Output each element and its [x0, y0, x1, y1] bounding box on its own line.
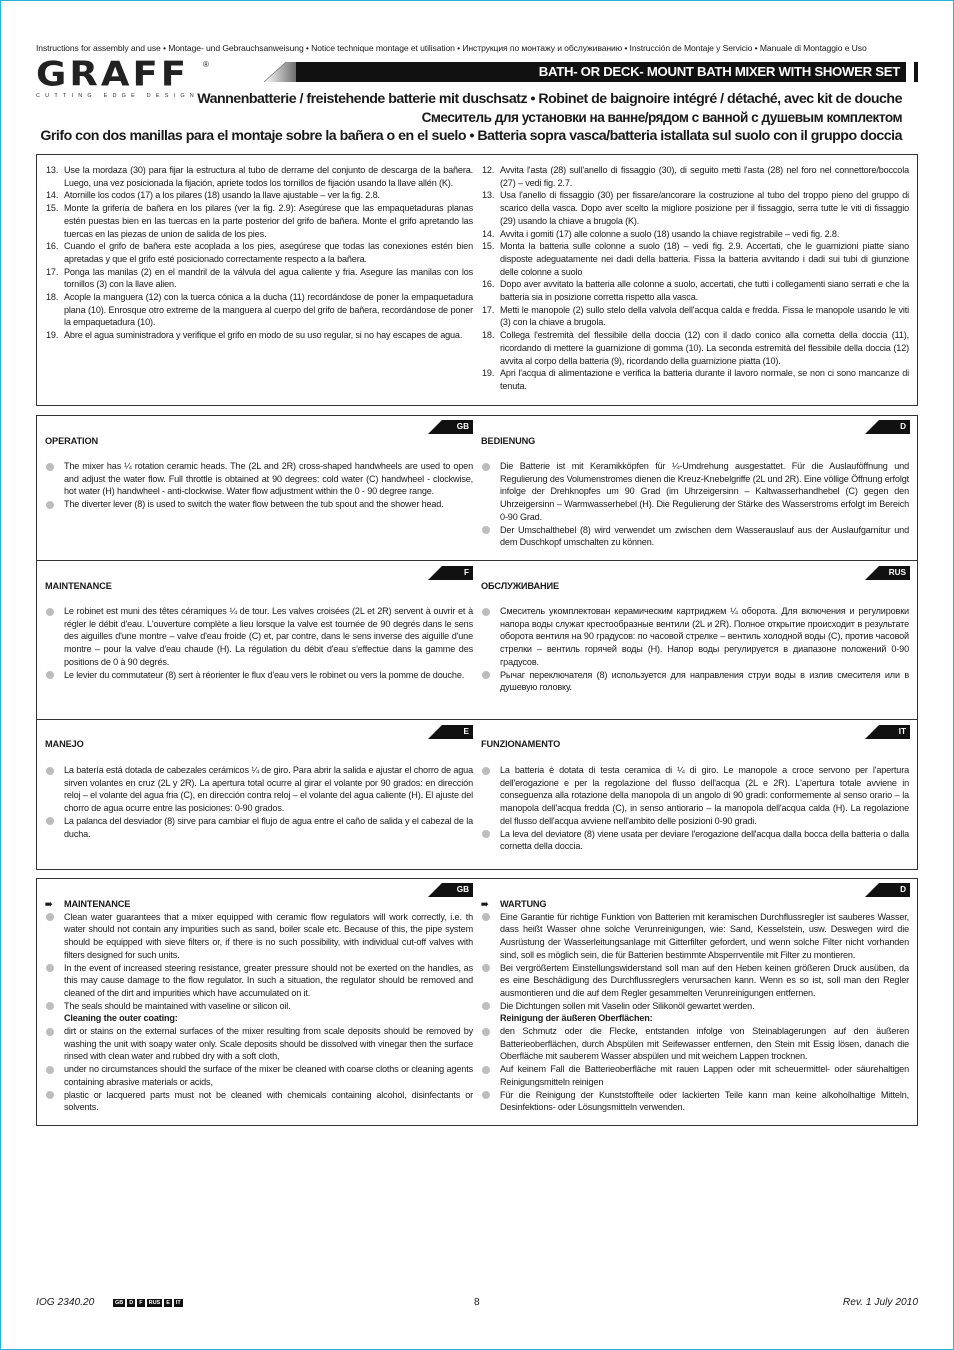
section-heading: MANEJO	[45, 739, 84, 749]
bullet-item: Le levier du commutateur (8) sert à réorienter le flux d'eau vers le robinet ou vers la pomme de douche.	[45, 669, 473, 682]
document-title: BATH- OR DECK- MOUNT BATH MIXER WITH SHOWER SET	[296, 62, 906, 82]
revision-date: Rev. 1 July 2010	[842, 1297, 918, 1308]
operation-it-list	[481, 764, 909, 853]
lang-tag-rus: RUS	[148, 1300, 161, 1306]
bullet-item: Le robinet est muni des têtes céramiques ¼ de tour. Les valves croisées (2L et 2R) servent à ouvrir et à régler le débit d'eau. L'ouverture complète a lieu lorsque la valve est tournée de 90 degrés dans le sens des aiguilles d'une montre – valve d'eau froide (C) et, par contre, dans le sens inverse des aiguille d'une montre – pour la valve d'eau chaude (H). La régulation du débit d'eau s'effectue dans la gamme des positions de 0 à 90 degrés.	[45, 605, 473, 669]
section-heading: FUNZIONAMENTO	[481, 739, 561, 749]
bullet-item: Auf keinem Fall die Batterieoberfläche mit rauen Lappen oder mit scheuermittel- oder säurehaltigen Reinigungsmitteln reinigen	[481, 1063, 909, 1088]
subtitle-ru: Смеситель для установки на ванне/рядом с ванной с душевым комплектом	[421, 110, 902, 125]
bullet-item: Eine Garantie für richtige Funktion von Batterien mit keramischen Durchflussregler ist sauberes Wasser, dass heißt Wasser ohne solche Verunreinigungen, wie: Sand, Kesselstein, usw. Deswegen wird die Ausrüstung der Wasserleitungsanlage mit Gitterfilter gefordert, und wenn solche Filter nicht vorhanden sind, soll es möglich sein, die für Batterien bestimmte Absperrventile mit Filter zu montieren.	[481, 911, 909, 962]
logo-tagline: CUTTING EDGE DESIGN	[36, 93, 199, 99]
step-item: 16. Dopo aver avvitato la batteria alle colonne a suolo, accertati, che tutti i collegamenti siano serrati e che la batteria sia in posizione corretta rispetto alla vasca.	[482, 279, 909, 303]
step-item: 12. Avvita l'asta (28) sull'anello di fissaggio (30), di seguito metti l'asta (28) nel foro nel connettore/boccola (27) – vedi fig. 2.7.	[482, 165, 909, 188]
lang-tag-f: F	[428, 566, 473, 580]
bullet-item: Clean water guarantees that a mixer equipped with ceramic flow regulators will work correctly, i.e. th water should not contain any impurities such as sand, boiler scale etc. Because of this, the pipe system should be equipped with sieve filters or, if there is no such possibility, with individual cut-off valves with filters designed for such units.	[45, 911, 473, 962]
logo-text: GRAFF	[36, 54, 190, 94]
operation-box	[36, 415, 918, 870]
lang-tag-gb: GB	[428, 883, 473, 897]
bullet-item: under no circumstances should the surface of the mixer be cleaned with coarse cloths or cleaning agents containing abrasive materials or acids,	[45, 1063, 473, 1088]
step-item: 17. Ponga las manilas (2) en el mandril de la válvula del agua caliente y fria. Asegure las manilas con los tornillos (3) con la llave alien.	[46, 266, 473, 290]
lang-tag-gb: GB	[115, 1300, 124, 1306]
steps-column-es	[37, 164, 473, 342]
subheading: Reinigung der äußeren Oberflächen:	[500, 1013, 653, 1024]
subheading: Cleaning the outer coating:	[64, 1013, 178, 1024]
care-box	[36, 878, 918, 1126]
step-item: 16. Cuando el grifo de bañera este acoplada a los pies, asegúrese que todas las conexiones estén bien apretadas y que el grifo esté posicionado correctamente respecto a la bañera.	[46, 241, 473, 264]
graff-logo	[36, 54, 211, 101]
operation-e-list	[45, 764, 473, 840]
lang-tag-e: E	[166, 1300, 170, 1306]
step-item: 15. Monte la grifería de bañera en los pilares (ver la fig. 2.9): Asegúrese que las empaquetaduras planas estén puestas bien en las tuercas en la parte posterior del grifo de bañera. Monte el grifo apretando las tuercas en las piezas de union de salida de los pies.	[46, 203, 473, 239]
step-item: 15. Monta la batteria sulle colonne a suolo (18) – vedi fig. 2.9. Accertati, che le guarnizioni piatte siano disposte adeguatamente nei dadi della batteria. Fissa la batteria avvitando i dadi sui tubi di giunzione delle colonne a suolo	[482, 241, 909, 277]
section-divider	[37, 560, 917, 561]
lang-tag-it: IT	[865, 725, 910, 739]
lang-tag-gb: GB	[428, 420, 473, 434]
subtitle-es-it: Grifo con dos manillas para el montaje sobre la bañera o en el suelo • Batteria sopra vasca/batteria istallata sul suolo con il gruppo doccia	[40, 128, 902, 144]
step-item: 14. Atornille los codos (17) a los pilares (18) usando la llave ajustable – ver la fig. 2.8.	[46, 190, 380, 201]
section-heading: BEDIENUNG	[481, 436, 536, 446]
section-heading: ОБСЛУЖИВАНИЕ	[481, 581, 560, 591]
bullet-item: Смеситель укомплектован керамическим картриджем ¼ оборота. Для включения и регулировки напора воды служат крестообразные вентили (2L и 2R). Полное открытие происходит в результате оборота вентиля на 90 градусов: по часовой стрелке – вентиль холодной воды (С), против часовой стрелки – вентиль горячей воды (Н). Напор воды регулируется в диапазоне положений 0-90 градусов.	[481, 605, 909, 669]
bullet-item: La leva del deviatore (8) viene usata per deviare l'erogazione dell'acqua dalla bocca della batteria o dalla cornetta della doccia.	[481, 828, 909, 853]
bullet-item: The mixer has ¼ rotation ceramic heads. The (2L and 2R) cross-shaped handwheels are used to open and adjust the water flow. Full throttle is obtained at 90 degrees: cold water (C) handwheel - clockwise, hot water (H) handwheel - anti-clockwise. Water flow adjustment within the 0 - 90 degree range.	[45, 460, 473, 498]
footer-lang-tags	[113, 1299, 183, 1307]
assembly-steps-box	[36, 154, 918, 406]
lang-tag-f: F	[139, 1300, 143, 1306]
step-item: 13. Use la mordaza (30) para fijar la estructura al tubo de derrame del conjunto de descarga de la bañera. Luego, una vez posicionada la fijación, apriete todos los tornillos de fijación usando la llave allén (K).	[46, 165, 473, 188]
step-item: 14. Avvita i gomiti (17) alle colonne a suolo (18) usando la chiave registrabile – vedi fig. 2.8.	[482, 228, 840, 239]
bullet-item: La batería está dotada de cabezales cerámicos ¼ de giro. Para abrir la salida e ajustar el chorro de agua sirven volantes en cruz (2L y 2R). La apertura total ocurre al girar el volante por 90 grados: en dirección reloj – el volante del agua fria (C), en dirección contra reloj – el volante del agua caliente (H). El ajuste del chorro de agua ocurre entre las posiciones: 0-90 grados.	[45, 764, 473, 815]
operation-rus-list	[481, 605, 909, 694]
section-heading: MAINTENANCE	[45, 581, 112, 591]
logo-registered-mark: ®	[203, 60, 209, 69]
bullet-item: Die Dichtungen sollen mit Vaselin oder Silikonöl gewartet werden.	[481, 1000, 909, 1013]
bullet-item: Der Umschalthebel (8) wird verwendet um zwischen dem Wasserauslauf aus der Auslaufgarnitur und dem Duschkopf umschalten zu können.	[481, 524, 909, 549]
arrow-icon: ➠	[45, 899, 53, 909]
doc-code: IOG 2340.20	[36, 1297, 95, 1308]
title-bar	[256, 62, 906, 82]
lang-tag-d: D	[865, 883, 910, 897]
bullet-item: Die Batterie ist mit Keramikköpfen für ¼-Umdrehung ausgestattet. Für die Auslauföffnung und Regulierung des Volumenstromes dienen die Kreuz-Knebelgriffe (2L und 2R). Eine völlige Öffnung erfolgt infolge der Drehknopfes um 90 Grad (im Uhrzeigersinn – Kaltwasserhandhebel (C) gegen den Uhrzeigersinn – Warmwasserhebel (H). Die Regulierung der Stärke des Wasserstroms erfolgt im Bereich 0-90 Grad.	[481, 460, 909, 524]
lang-tag-d: D	[129, 1300, 134, 1306]
step-item: 18. Collega l'estremità del flessibile della doccia (12) con il dado conico alla cornetta della doccia (11), ricordando di mettere la guarnizione di gomma (10). La seconda estremità del flessibile della doccia (12) avvita al corpo della batteria (9), ricordando della guarnizione piatta (10).	[482, 330, 909, 366]
lang-tag-d: D	[865, 420, 910, 434]
step-item: 19. Apri l'acqua di alimentazione e verifica la batteria durante il lavoro normale, se non ci sono mancanze di tenuta.	[482, 368, 909, 391]
lang-tag-rus: RUS	[865, 566, 910, 580]
step-item: 18. Acople la manguera (12) con la tuerca cónica a la ducha (11) recordándose de poner la empaquetadura plana (10). Enrosque otro extreme de la manguera al cuerpo del grifo de bañera, recordándose de poner la empaquetadura (10).	[46, 292, 473, 328]
page-number: 8	[474, 1297, 480, 1308]
step-item: 17. Metti le manopole (2) sullo stelo della valvola dell'acqua calda e fredda. Fissa le manopole usando le viti (3) con la chiave a brugola.	[482, 304, 909, 328]
bullet-item: The seals should be maintained with vaseline or silicon oil.	[45, 1000, 473, 1013]
section-divider	[37, 719, 917, 720]
lang-tag-e: E	[428, 725, 473, 739]
care-gb-list	[45, 898, 473, 1114]
operation-f-list	[45, 605, 473, 681]
operation-d-list	[481, 460, 909, 549]
bullet-item: Bei vergrößertem Einstellungswiderstand soll man auf den Heben keinen größeren Druck ausüben, da es eine Beschädigung des Durchflussreglers verursachen kann. Wenn es so ist, soll man den Regler ausmontieren und die auf dem Regler gesammelten Verunreinigungen entfernen.	[481, 962, 909, 1000]
bullet-item: den Schmutz oder die Flecke, entstanden infolge von Steinablagerungen auf den äußeren Batterieoberflächen, durch Abspülen mit Seifewasser entfernen, den Stein mit Essig lösen, danach die Oberfläche mit sauberem Wasser abspülen und mit weichem Lappen trocknen.	[481, 1025, 909, 1063]
section-heading: ➠ WARTUNG	[481, 899, 547, 909]
bullet-item: In the event of increased steering resistance, greater pressure should not be exerted on the handles, as this may cause damage to the flow regulator. In such a situation, the regulator should be removed and cleaned of the dirt and impurities which have accumulated on it.	[45, 962, 473, 1000]
instructions-line: Instructions for assembly and use • Montage- und Gebrauchsanweisung • Notice technique montage et utilisation • Инструкция по монтажу и обслуживанию • Instrucción de Montaje y Servicio • Manuale di Montaggio e Uso	[36, 43, 867, 53]
subtitle-de-fr: Wannenbatterie / freistehende batterie mit duschsatz • Robinet de baignoire intégré / détaché, avec kit de douche	[197, 91, 902, 107]
lang-tag-it: IT	[175, 1300, 181, 1306]
steps-column-it	[473, 164, 909, 393]
bullet-item: plastic or lacquered parts must not be cleaned with chemicals containing alcohol, disinfectants or solvents.	[45, 1089, 473, 1114]
care-d-list	[481, 898, 909, 1114]
bullet-item: The diverter lever (8) is used to switch the water flow between the tub spout and the shower head.	[45, 498, 473, 511]
bullet-item: Рычаг переключателя (8) используется для направления струи воды в излив смесителя или в душевую головку.	[481, 669, 909, 694]
section-heading: ➠ MAINTENANCE	[45, 899, 131, 909]
operation-gb-list	[45, 460, 473, 511]
bullet-item: dirt or stains on the external surfaces of the mixer resulting from scale deposits should be removed by washing the unit with soapy water only. Scale deposits should be dissolved with vinegar then the surface rinsed with clean water and rubbed dry with a soft cloth,	[45, 1025, 473, 1063]
title-bar-end-mark	[914, 62, 918, 82]
arrow-icon: ➠	[481, 899, 489, 909]
step-item: 19. Abre el agua suministradora y verifique el grifo en modo de su uso regular, si no hay escapes de agua.	[46, 330, 463, 341]
bullet-item: Für die Reinigung der Kunststoffteile oder lackierten Teile kann man keine alkoholhaltige Mitteln, Desinfektions- oder Lösungsmitteln verwenden.	[481, 1089, 909, 1114]
bullet-item: La palanca del desviador (8) sirve para cambiar el flujo de agua entre el caño de salida y el cabezal de la ducha.	[45, 815, 473, 840]
bullet-item: La batteria è dotata di testa ceramica di ¼ di giro. Le manopole a croce servono per l'apertura dell'erogazione e per la regolazione del flusso dell'acqua (2L e 2R). L'apertura totale avviene in conseguenza alla rotazione della manopola di un angolo di 90 gradi: conformemente al senso orario – la manopola dell'acqua fredda (C), in senso antiorario – la manopola dell'acqua calda (H). La regolazione del flusso dell'acqua avviene nell'ambito delle posizioni 0-90 gradi.	[481, 764, 909, 828]
section-heading: OPERATION	[45, 436, 99, 446]
step-item: 13. Usa l'anello di fissaggio (30) per fissare/ancorare la costruzione al tubo del troppo pieno del gruppo di scarico della vasca. Dopo aver scelto la migliore posizione per il fissaggio, serra tutte le viti di fissaggio (29) usando la chiave a brugola (K).	[482, 190, 909, 226]
